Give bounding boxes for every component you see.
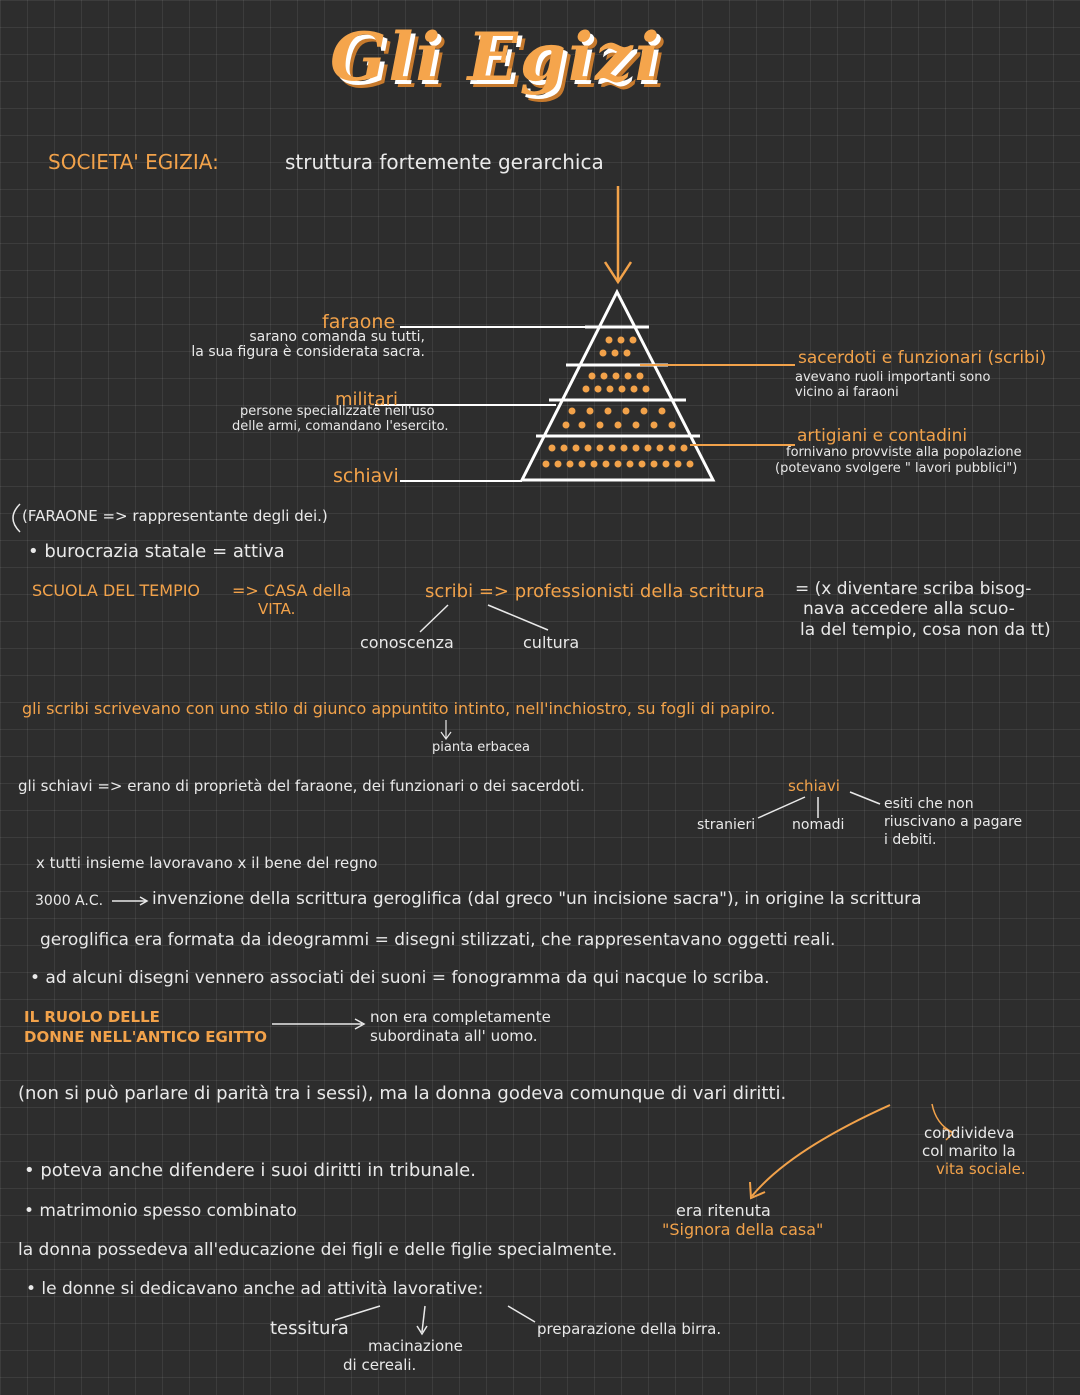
note-non-era-2: subordinata all' uomo.	[370, 1027, 538, 1045]
tree-esiti-3: i debiti.	[884, 832, 937, 848]
note-condivideva-3: vita sociale.	[936, 1160, 1026, 1178]
desc-sacerdoti-2: vicino ai faraoni	[795, 385, 899, 400]
label-ruolo-1: IL RUOLO DELLE	[24, 1008, 160, 1026]
tree-nomadi: nomadi	[792, 817, 845, 833]
note-birra: preparazione della birra.	[537, 1320, 722, 1338]
desc-sacerdoti-1: avevano ruoli importanti sono	[795, 370, 991, 385]
note-ritenuta-1: era ritenuta	[676, 1201, 771, 1220]
desc-faraone-1: sarano comanda su tutti,	[249, 329, 425, 345]
section-heading-text: struttura fortemente gerarchica	[285, 150, 604, 174]
label-sacerdoti: sacerdoti e funzionari (scribi)	[798, 348, 1047, 368]
note-scribi-1: = (x diventare scriba bisog-	[795, 579, 1032, 599]
note-scribi-2: nava accedere alla scuo-	[803, 599, 1015, 619]
note-faraone: (FARAONE => rappresentante degli dei.)	[22, 507, 328, 525]
label-scuola-vita: VITA.	[258, 600, 296, 618]
note-parita: (non si può parlare di parità tra i sessi), ma la donna godeva comunque di vari diritti.	[18, 1083, 787, 1104]
desc-faraone-2: la sua figura è considerata sacra.	[191, 344, 425, 360]
note-anno: 3000 A.C.	[35, 893, 104, 909]
label-schiavi: schiavi	[333, 465, 399, 487]
note-tessitura: tessitura	[270, 1318, 349, 1339]
note-matrimonio: • matrimonio spesso combinato	[24, 1201, 297, 1221]
note-scribi-3: la del tempio, cosa non da tt)	[800, 620, 1051, 640]
note-conoscenza: conoscenza	[360, 633, 454, 652]
desc-artigiani-1: fornivano provviste alla popolazione	[786, 445, 1022, 460]
desc-militari-2: delle armi, comandano l'esercito.	[232, 419, 449, 434]
note-alcuni: • ad alcuni disegni vennero associati dei suoni = fonogramma da qui nacque lo scriba.	[30, 968, 770, 988]
note-cultura: cultura	[523, 633, 580, 652]
note-burocrazia: • burocrazia statale = attiva	[28, 541, 285, 562]
note-invenzione: invenzione della scrittura geroglifica (dal greco "un incisione sacra"), in origine la scrittura	[152, 889, 922, 909]
note-educazione: la donna possedeva all'educazione dei figli e delle figlie specialmente.	[18, 1240, 618, 1260]
note-macinazione-2: di cereali.	[343, 1356, 417, 1374]
tree-stranieri: stranieri	[697, 817, 756, 833]
note-schiavi: gli schiavi => erano di proprietà del faraone, dei funzionari o dei sacerdoti.	[18, 777, 585, 795]
tree-esiti-2: riuscivano a pagare	[884, 814, 1023, 830]
desc-artigiani-2: (potevano svolgere " lavori pubblici")	[775, 461, 1018, 476]
section-heading: SOCIETA' EGIZIA:	[48, 150, 219, 174]
note-condivideva-2: col marito la	[922, 1142, 1016, 1160]
note-scribi: scribi => professionisti della scrittura	[425, 581, 765, 602]
tree-schiavi: schiavi	[788, 777, 840, 795]
note-ritenuta-2: "Signora della casa"	[662, 1220, 824, 1239]
note-condivideva-1: condivideva	[924, 1124, 1015, 1142]
desc-militari-1: persone specializzate nell'uso	[240, 404, 435, 419]
label-scuola: SCUOLA DEL TEMPIO	[32, 581, 201, 600]
note-tutti: x tutti insieme lavoravano x il bene del regno	[36, 854, 378, 872]
label-ruolo-2: DONNE NELL'ANTICO EGITTO	[24, 1028, 267, 1046]
note-scribi-scrivevano: gli scribi scrivevano con uno stilo di giunco appuntito intinto, nell'inchiostro, su fogli di papiro.	[22, 699, 776, 718]
note-pianta: pianta erbacea	[432, 740, 530, 755]
note-tribunale: • poteva anche difendere i suoi diritti in tribunale.	[24, 1160, 476, 1181]
note-macinazione-1: macinazione	[368, 1337, 463, 1355]
label-faraone: faraone	[322, 311, 396, 333]
pyramid	[522, 292, 713, 480]
label-scuola-arrow: => CASA della	[232, 581, 352, 600]
label-militari: militari	[335, 389, 399, 410]
note-non-era-1: non era completamente	[370, 1008, 551, 1026]
tree-esiti-1: esiti che non	[884, 796, 974, 812]
note-attivita: • le donne si dedicavano anche ad attività lavorative:	[26, 1279, 484, 1299]
page-title: Gli Egizi	[330, 18, 662, 96]
label-artigiani: artigiani e contadini	[797, 426, 968, 446]
note-geroglifica: geroglifica era formata da ideogrammi = disegni stilizzati, che rappresentavano oggetti reali.	[40, 930, 836, 950]
